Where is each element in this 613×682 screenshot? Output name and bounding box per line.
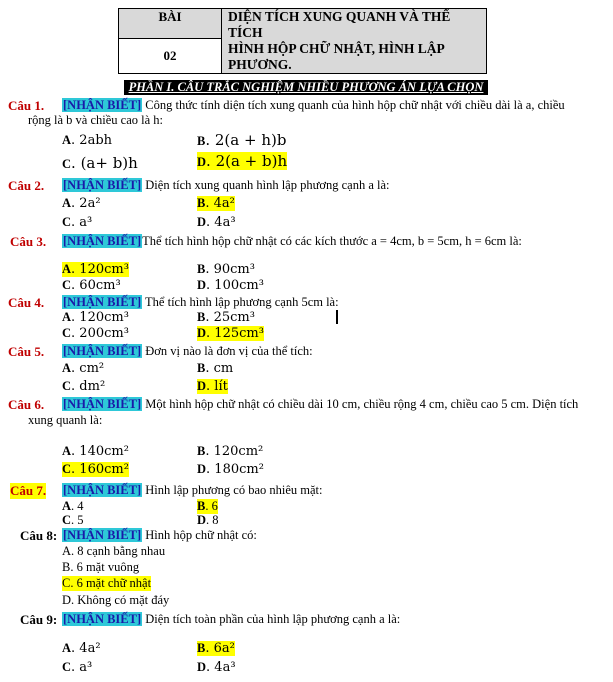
bai-label: BÀI (119, 9, 222, 39)
q9-option-a[interactable]: A. 4a² (62, 641, 101, 656)
q9-option-d[interactable]: D. 4a³ (197, 660, 236, 675)
q7-option-c[interactable]: C. 5 (62, 513, 84, 527)
q4-option-c[interactable]: C. 200cm³ (62, 326, 129, 341)
lesson-title (222, 9, 487, 74)
q3-option-a[interactable]: A. 120cm³ (62, 262, 129, 277)
question-8-label: Câu 8: (20, 528, 58, 543)
question-7-text: [NHẬN BIẾT] Hình lập phương có bao nhiêu mặt: (63, 483, 323, 497)
q8-option-a[interactable]: A. 8 cạnh bằng nhau (62, 544, 166, 558)
question-4-text: [NHẬN BIẾT] Thể tích hình lập phương cạnh 5cm là: (63, 295, 339, 309)
q3-option-d[interactable]: D. 100cm³ (197, 278, 264, 293)
q1-option-c[interactable]: C. (a+ b)h (62, 154, 138, 172)
question-3-label: Câu 3. (10, 234, 47, 249)
q2-option-d[interactable]: D. 4a³ (197, 215, 236, 230)
question-9-text: [NHẬN BIẾT] Diện tích toàn phần của hình lập phương cạnh a là: (63, 612, 401, 626)
q1-option-d[interactable]: D. 2(a + b)h (197, 152, 288, 170)
q8-option-b[interactable]: B. 6 mặt vuông (62, 560, 140, 574)
text-cursor (336, 310, 338, 324)
question-6-label: Câu 6. (8, 397, 45, 412)
question-5-text: [NHẬN BIẾT] Đơn vị nào là đơn vị của thể tích: (63, 344, 313, 358)
q5-option-d[interactable]: D. lít (197, 379, 228, 394)
q4-option-b[interactable]: B. 25cm³ (197, 310, 255, 325)
part-title: PHẦN I. CÂU TRẮC NGHIỆM NHIỀU PHƯƠNG ÁN LỰA CHỌN (124, 80, 488, 95)
question-3-text: [NHẬN BIẾT]Thể tích hình hộp chữ nhật có các kích thước a = 4cm, b = 5cm, h = 6cm là: (63, 234, 522, 248)
lesson-title-line1: DIỆN TÍCH XUNG QUANH VÀ THỂ TÍCH (228, 9, 451, 40)
q3-option-c[interactable]: C. 60cm³ (62, 278, 121, 293)
question-1-text: [NHẬN BIẾT] Công thức tính diện tích xung quanh của hình hộp chữ nhật với chiều dài là a, chiều (63, 98, 565, 112)
q2-option-b[interactable]: B. 4a² (197, 196, 235, 211)
q8-option-c[interactable]: C. 6 mặt chữ nhật (62, 576, 152, 590)
q6-option-d[interactable]: D. 180cm² (197, 462, 264, 477)
q6-option-c[interactable]: C. 160cm² (62, 462, 129, 477)
bai-number: 02 (119, 39, 222, 74)
question-5-label: Câu 5. (8, 344, 45, 359)
q7-option-a[interactable]: A. 4 (62, 499, 84, 513)
question-8-text: [NHẬN BIẾT] Hình hộp chữ nhật có: (63, 528, 257, 542)
question-7-label: Câu 7. (10, 483, 47, 498)
question-1-label: Câu 1. (8, 98, 45, 113)
question-1-text-line2: rộng là b và chiều cao là h: (28, 113, 164, 127)
question-2-text: [NHẬN BIẾT] Diện tích xung quanh hình lập phương cạnh a là: (63, 178, 390, 192)
lesson-title-line3: PHƯƠNG. (228, 57, 292, 72)
q4-option-a[interactable]: A. 120cm³ (62, 310, 129, 325)
q6-option-b[interactable]: B. 120cm² (197, 444, 264, 459)
q6-option-a[interactable]: A. 140cm² (62, 444, 129, 459)
q7-option-b[interactable]: B. 6 (197, 499, 218, 513)
lesson-title-line2: HÌNH HỘP CHỮ NHẬT, HÌNH LẬP (228, 41, 445, 56)
q5-option-a[interactable]: A. cm² (62, 361, 105, 376)
q1-option-b[interactable]: B. 2(a + h)b (197, 131, 287, 149)
question-6-text: [NHẬN BIẾT] Một hình hộp chữ nhật có chiều dài 10 cm, chiều rộng 4 cm, chiều cao 5 cm. Diện tích (63, 397, 579, 411)
q4-option-d[interactable]: D. 125cm³ (197, 326, 264, 341)
lesson-header (118, 8, 487, 74)
question-6-text-line2: xung quanh là: (28, 413, 103, 427)
q5-option-b[interactable]: B. cm (197, 361, 234, 376)
question-2-label: Câu 2. (8, 178, 45, 193)
q2-option-a[interactable]: A. 2a² (62, 196, 101, 211)
q1-option-a[interactable]: A. 2abh (62, 133, 113, 148)
q9-option-c[interactable]: C. a³ (62, 660, 93, 675)
q5-option-c[interactable]: C. dm² (62, 379, 106, 394)
q3-option-b[interactable]: B. 90cm³ (197, 262, 255, 277)
q8-option-d[interactable]: D. Không có mặt đáy (62, 593, 170, 607)
question-9-label: Câu 9: (20, 612, 58, 627)
q9-option-b[interactable]: B. 6a² (197, 641, 235, 656)
q2-option-c[interactable]: C. a³ (62, 215, 93, 230)
question-4-label: Câu 4. (8, 295, 45, 310)
q7-option-d[interactable]: D. 8 (197, 513, 219, 527)
tag-nhan-biet: [NHẬN BIẾT] (63, 98, 142, 112)
